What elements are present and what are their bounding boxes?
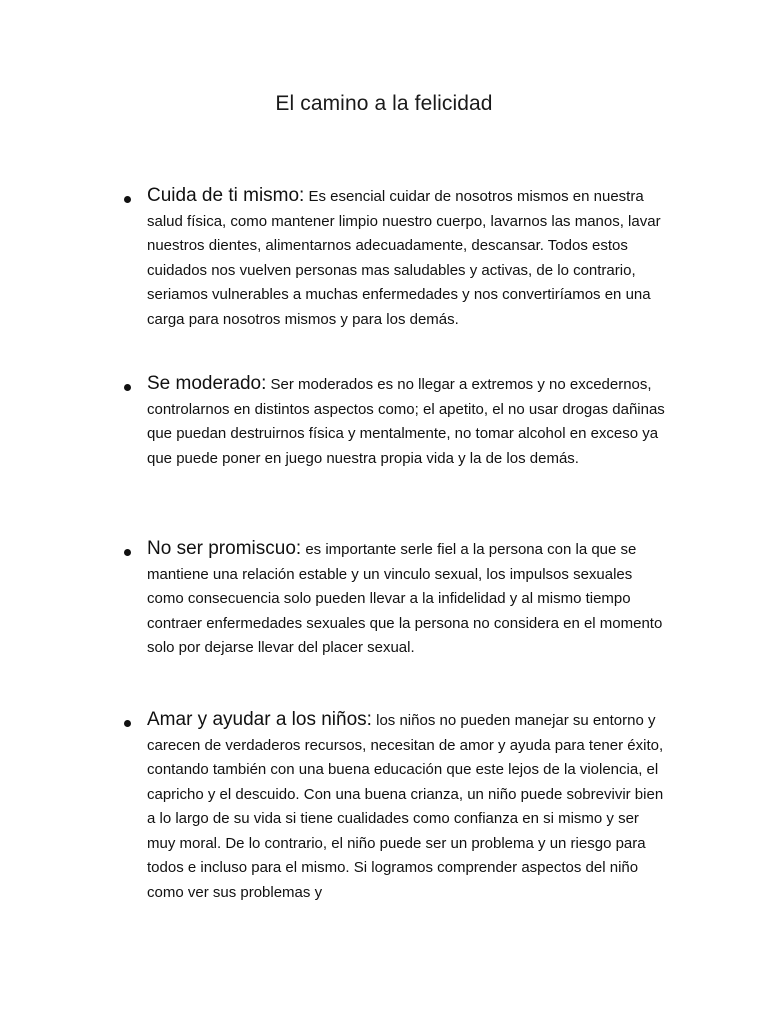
item-body: los niños no pueden manejar su entorno y carecen de verdaderos recursos, necesitan de amor y ayuda para tener éxito, contando también con una buena educación que este lejos de la violencia, el capricho y el descuido. Con una buena crianza, un niño puede sobrevivir bien a lo largo de su vida si tiene cualidades como confianza en si mismo y ser muy moral. De lo contrario, el niño puede ser un problema y un riesgo para todos e incluso para el mismo. Si logramos comprender aspectos del niño como ver sus problemas y <box>147 712 664 901</box>
list-item-text <box>147 372 667 471</box>
bullet-icon <box>124 720 131 727</box>
list-item-text <box>147 537 667 661</box>
item-heading: Se moderado: <box>147 373 267 394</box>
item-body: Es esencial cuidar de nosotros mismos en nuestra salud física, como mantener limpio nuestro cuerpo, lavarnos las manos, lavar nuestros dientes, alimentarnos adecuadamente, descansar. Todos estos cuidados nos vuelven personas mas saludables y activas, de lo contrario, seriamos vulnerables a muchas enfermedades y nos convertiríamos en una carga para nosotros mismos y para los demás. <box>147 188 661 328</box>
item-heading: Cuida de ti mismo: <box>147 185 305 206</box>
bullet-icon <box>124 384 131 391</box>
list-item-text <box>147 708 667 905</box>
item-body: Ser moderados es no llegar a extremos y no excedernos, controlarnos en distintos aspectos como; el apetito, el no usar drogas dañinas que puedan destruirnos física y mentalmente, no tomar alcohol en exceso ya que puede poner en juego nuestra propia vida y la de los demás. <box>147 376 665 467</box>
document-title: El camino a la felicidad <box>275 92 493 115</box>
item-heading: No ser promiscuo: <box>147 538 302 559</box>
item-heading: Amar y ayudar a los niños: <box>147 709 372 730</box>
list-item-text <box>147 184 667 332</box>
bullet-icon <box>124 196 131 203</box>
bullet-icon <box>124 549 131 556</box>
item-body: es importante serle fiel a la persona con la que se mantiene una relación estable y un vinculo sexual, los impulsos sexuales como consecuencia solo pueden llevar a la infidelidad y al mismo tiempo contraer enfermedades sexuales que la persona no considera en el momento solo por dejarse llevar del placer sexual. <box>147 541 663 656</box>
